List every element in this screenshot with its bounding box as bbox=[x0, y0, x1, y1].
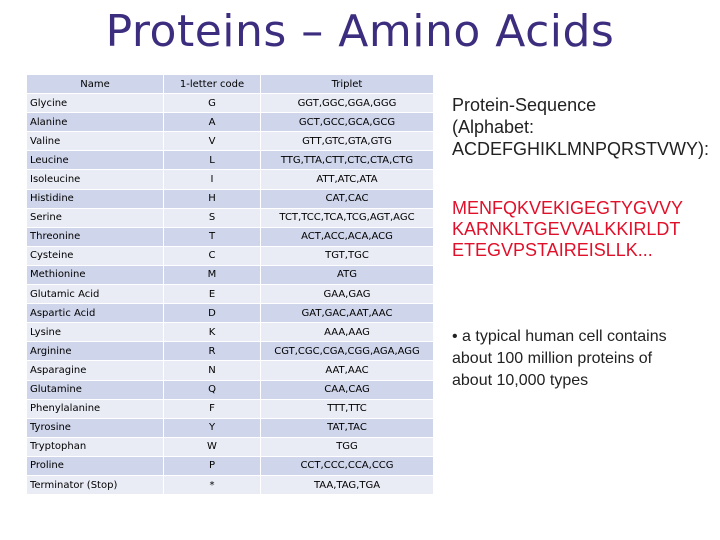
sequence-example-line: KARNKLTGEVVALKKIRLDT bbox=[452, 219, 681, 239]
cell-code: A bbox=[164, 113, 261, 132]
table-row bbox=[27, 113, 434, 132]
cell-name: Aspartic Acid bbox=[27, 304, 164, 323]
cell-name: Methionine bbox=[27, 265, 164, 284]
table-row bbox=[27, 132, 434, 151]
cell-name: Serine bbox=[27, 208, 164, 227]
cell-name: Lysine bbox=[27, 323, 164, 342]
cell-code: I bbox=[164, 170, 261, 189]
cell-code: T bbox=[164, 227, 261, 246]
cell-code: R bbox=[164, 342, 261, 361]
cell-name: Tyrosine bbox=[27, 418, 164, 437]
slide-title: Proteins – Amino Acids bbox=[105, 6, 615, 57]
cell-triplet: TTT,TTC bbox=[261, 399, 434, 418]
cell-name: Asparagine bbox=[27, 361, 164, 380]
table-row bbox=[27, 151, 434, 170]
cell-triplet: GCT,GCC,GCA,GCG bbox=[261, 113, 434, 132]
table-header-row bbox=[27, 75, 434, 94]
cell-name: Glycine bbox=[27, 94, 164, 113]
cell-name: Proline bbox=[27, 456, 164, 475]
column-header-name: Name bbox=[27, 75, 164, 94]
table-row bbox=[27, 170, 434, 189]
cell-name: Threonine bbox=[27, 227, 164, 246]
cell-triplet: TCT,TCC,TCA,TCG,AGT,AGC bbox=[261, 208, 434, 227]
table-row bbox=[27, 304, 434, 323]
cell-code: * bbox=[164, 475, 261, 494]
cell-triplet: TTG,TTA,CTT,CTC,CTA,CTG bbox=[261, 151, 434, 170]
cell-name: Terminator (Stop) bbox=[27, 475, 164, 494]
cell-name: Glutamine bbox=[27, 380, 164, 399]
sequence-heading-line: (Alphabet: bbox=[452, 117, 535, 137]
column-header-triplet: Triplet bbox=[261, 75, 434, 94]
cell-code: G bbox=[164, 94, 261, 113]
cell-triplet: TAA,TAG,TGA bbox=[261, 475, 434, 494]
table-row bbox=[27, 380, 434, 399]
cell-name: Glutamic Acid bbox=[27, 285, 164, 304]
amino-acid-table bbox=[26, 74, 434, 495]
cell-name: Phenylalanine bbox=[27, 399, 164, 418]
table-row bbox=[27, 265, 434, 284]
cell-code: H bbox=[164, 189, 261, 208]
table-row bbox=[27, 456, 434, 475]
cell-triplet: GGT,GGC,GGA,GGG bbox=[261, 94, 434, 113]
cell-triplet: TGT,TGC bbox=[261, 246, 434, 265]
table-row bbox=[27, 399, 434, 418]
cell-name: Leucine bbox=[27, 151, 164, 170]
cell-name: Histidine bbox=[27, 189, 164, 208]
cell-triplet: AAA,AAG bbox=[261, 323, 434, 342]
table-row bbox=[27, 94, 434, 113]
cell-name: Alanine bbox=[27, 113, 164, 132]
sequence-example-line: ETEGVPSTAIREISLLK... bbox=[452, 240, 653, 260]
table-row bbox=[27, 475, 434, 494]
cell-triplet: ATT,ATC,ATA bbox=[261, 170, 434, 189]
cell-code: L bbox=[164, 151, 261, 170]
cell-code: E bbox=[164, 285, 261, 304]
table-row bbox=[27, 361, 434, 380]
cell-triplet: CAA,CAG bbox=[261, 380, 434, 399]
cell-name: Isoleucine bbox=[27, 170, 164, 189]
cell-code: V bbox=[164, 132, 261, 151]
cell-triplet: GTT,GTC,GTA,GTG bbox=[261, 132, 434, 151]
cell-name: Arginine bbox=[27, 342, 164, 361]
sequence-heading-line: ACDEFGHIKLMNPQRSTVWY): bbox=[452, 139, 710, 159]
cell-triplet: ACT,ACC,ACA,ACG bbox=[261, 227, 434, 246]
table-row bbox=[27, 227, 434, 246]
cell-triplet: ATG bbox=[261, 265, 434, 284]
cell-triplet: TAT,TAC bbox=[261, 418, 434, 437]
table-row bbox=[27, 208, 434, 227]
cell-code: K bbox=[164, 323, 261, 342]
table-row bbox=[27, 342, 434, 361]
table-row bbox=[27, 285, 434, 304]
protein-fact: • a typical human cell contains about 100 million proteins of about 10,000 types bbox=[452, 328, 667, 389]
cell-triplet: CAT,CAC bbox=[261, 189, 434, 208]
column-header-code: 1-letter code bbox=[164, 75, 261, 94]
cell-name: Cysteine bbox=[27, 246, 164, 265]
cell-triplet: CCT,CCC,CCA,CCG bbox=[261, 456, 434, 475]
cell-triplet: CGT,CGC,CGA,CGG,AGA,AGG bbox=[261, 342, 434, 361]
table-row bbox=[27, 437, 434, 456]
table-row bbox=[27, 418, 434, 437]
table-row bbox=[27, 189, 434, 208]
sequence-heading bbox=[452, 94, 709, 160]
cell-code: F bbox=[164, 399, 261, 418]
cell-code: M bbox=[164, 265, 261, 284]
cell-code: Y bbox=[164, 418, 261, 437]
cell-triplet: AAT,AAC bbox=[261, 361, 434, 380]
sequence-example-line: MENFQKVEKIGEGTYGVVY bbox=[452, 198, 684, 218]
cell-code: Q bbox=[164, 380, 261, 399]
sequence-heading-line: Protein-Sequence bbox=[452, 95, 597, 115]
cell-triplet: GAA,GAG bbox=[261, 285, 434, 304]
cell-code: W bbox=[164, 437, 261, 456]
cell-code: N bbox=[164, 361, 261, 380]
cell-code: C bbox=[164, 246, 261, 265]
cell-code: D bbox=[164, 304, 261, 323]
cell-triplet: GAT,GAC,AAT,AAC bbox=[261, 304, 434, 323]
table-row bbox=[27, 323, 434, 342]
cell-name: Tryptophan bbox=[27, 437, 164, 456]
sequence-example bbox=[452, 198, 683, 261]
table-row bbox=[27, 246, 434, 265]
cell-code: S bbox=[164, 208, 261, 227]
cell-code: P bbox=[164, 456, 261, 475]
cell-name: Valine bbox=[27, 132, 164, 151]
cell-triplet: TGG bbox=[261, 437, 434, 456]
